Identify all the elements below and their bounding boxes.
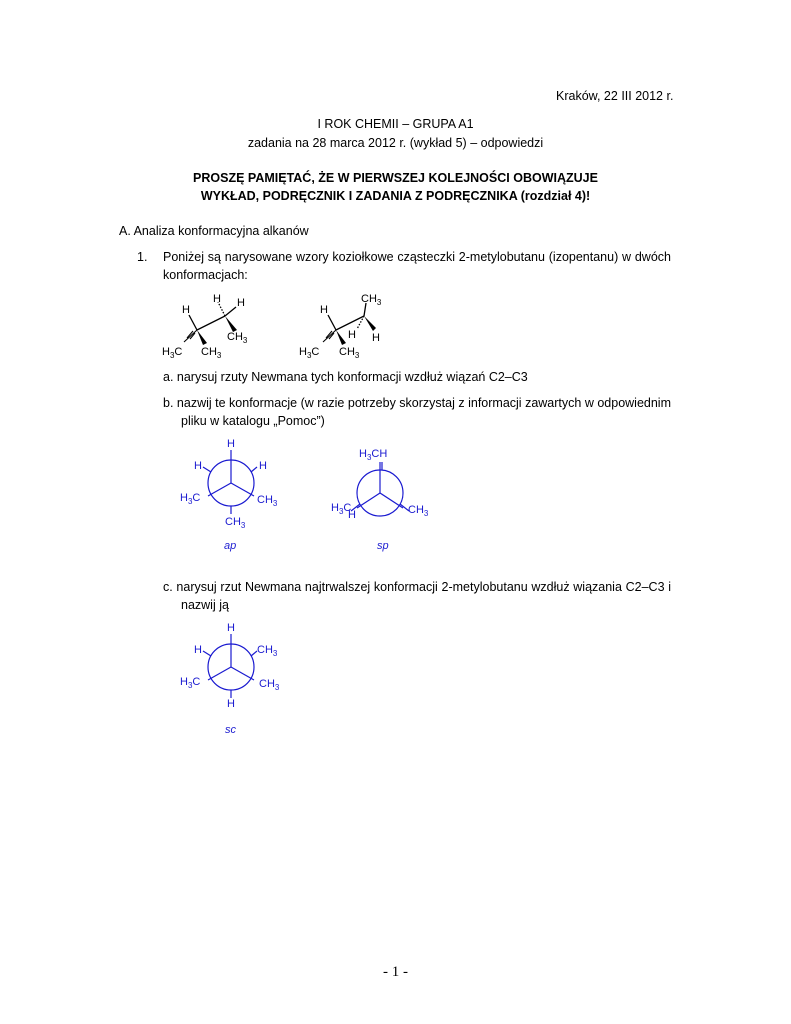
- sc-caption: sc: [225, 724, 236, 736]
- section-title: A. Analiza konformacyjna alkanów: [119, 224, 309, 238]
- sawhorse2-h-mid: H: [348, 329, 356, 341]
- sawhorse2-h3c: $H_3C$: [299, 346, 320, 360]
- sc-h-bottom: H: [227, 698, 235, 710]
- notice-line-1: PROSZĘ PAMIĘTAĆ, ŻE W PIERWSZEJ KOLEJNOŚCI OBOWIĄZUJE: [193, 171, 598, 185]
- ap-h-top: H: [227, 438, 235, 450]
- sc-h-top: H: [227, 622, 235, 634]
- sc-h3c-lower-left: $H_3C$: [180, 676, 201, 690]
- subtitle: zadania na 28 marca 2012 r. (wykład 5) – odpowiedzi: [247, 136, 544, 150]
- sawhorse2-ch3-bottom: $CH_3$: [339, 346, 360, 360]
- group-title: I ROK CHEMII – GRUPA A1: [317, 117, 474, 131]
- sawhorse2-h-right: H: [372, 332, 380, 344]
- sawhorse1-h-right: H: [237, 297, 245, 309]
- page-number: - 1 -: [383, 964, 408, 980]
- sawhorse1-ch3-right: $CH_3$: [227, 331, 248, 345]
- ap-h-left: H: [194, 460, 202, 472]
- item-c-line-2: nazwij ją: [181, 598, 229, 612]
- notice-line-2: WYKŁAD, PODRĘCZNIK I ZADANIA Z PODRĘCZNIKA (rozdział 4)!: [200, 189, 591, 203]
- ap-h-right: H: [259, 460, 267, 472]
- sc-ch3-lower-right: $CH_3$: [259, 678, 280, 692]
- sawhorse1-h-top: H: [213, 293, 221, 305]
- sp-h-left: H: [348, 509, 356, 521]
- sawhorse1-ch3-bottom: $CH_3$: [201, 346, 222, 360]
- sawhorse1-h-left: H: [182, 304, 190, 316]
- ap-caption: ap: [224, 540, 237, 552]
- item-1-line-2: konformacjach:: [163, 268, 248, 282]
- item-1-number: 1.: [137, 250, 148, 264]
- sp-h3c-top: $H_3CH$: [359, 448, 388, 462]
- item-a: a. narysuj rzuty Newmana tych konformacji wzdłuż wiązań C2–C3: [163, 370, 528, 384]
- sp-h3c-lower-left: $H_3C$: [331, 502, 352, 516]
- ap-h3c-lower-left: $H_3C$: [180, 492, 201, 506]
- item-1-line-1: Poniżej są narysowane wzory koziołkowe cząsteczki 2-metylobutanu (izopentanu) w dwóch: [163, 250, 671, 264]
- sp-caption: sp: [377, 540, 389, 552]
- sawhorse2-ch3-top: $CH_3$: [361, 293, 382, 307]
- sawhorse1-h3c: $H_3C$: [162, 346, 183, 360]
- ap-ch3-lower-right: $CH_3$: [257, 494, 278, 508]
- ap-ch3-bottom: $CH_3$: [225, 516, 246, 530]
- item-c-line-1: c. narysuj rzut Newmana najtrwalszej konformacji 2-metylobutanu wzdłuż wiązania C2–C3 i: [163, 580, 671, 594]
- sc-ch3-upper-right: $CH_3$: [257, 644, 278, 658]
- sp-ch3-lower-right: $CH_3$: [408, 504, 429, 518]
- item-b-line-1: b. nazwij te konformacje (w razie potrzeby skorzystaj z informacji zawartych w odpowiednim: [163, 396, 671, 410]
- place-date: Kraków, 22 III 2012 r.: [556, 89, 674, 103]
- item-b-line-2: pliku w katalogu „Pomoc”): [181, 414, 325, 428]
- sawhorse2-h-left: H: [320, 304, 328, 316]
- sc-h-left: H: [194, 644, 202, 656]
